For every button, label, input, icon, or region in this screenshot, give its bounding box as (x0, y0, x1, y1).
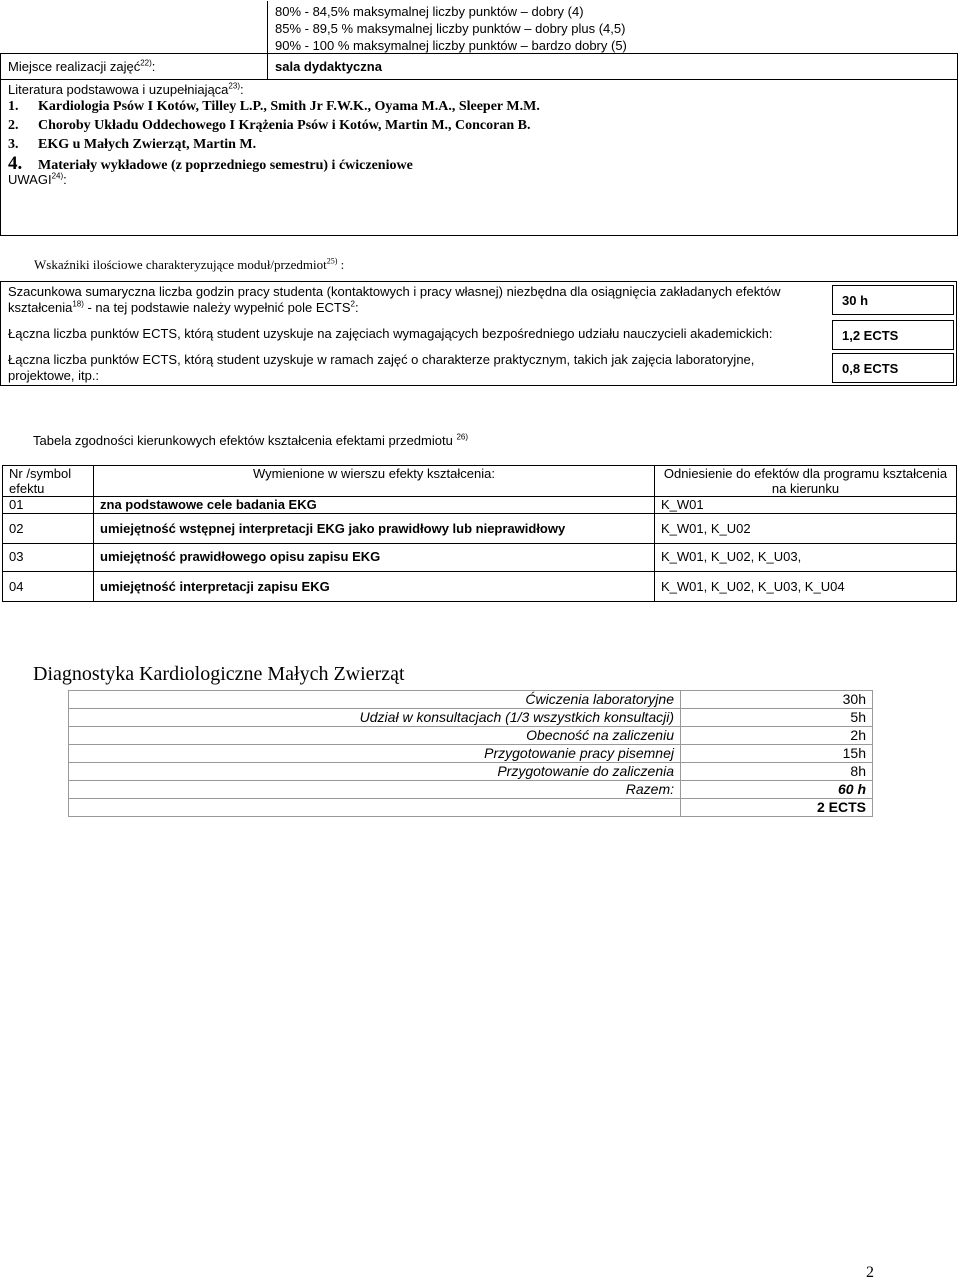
effect-ref: K_W01, K_U02 (655, 514, 957, 544)
table-row (3, 514, 957, 544)
place-value: sala dydaktyczna (275, 59, 382, 74)
indicators-table (0, 281, 957, 386)
notes-label: UWAGI$^{24)}$: (8, 171, 67, 187)
header-cell: Odniesienie do efektów dla programu kształcenia na kierunku (655, 466, 957, 497)
hours-value: 30h (681, 691, 873, 709)
effect-ref: K_W01 (655, 497, 957, 514)
effect-nr: 01 (3, 497, 94, 514)
header-cell: Nr /symbol efektu (3, 466, 94, 497)
column-divider (267, 1, 268, 79)
grading-line: 90% - 100 % maksymalnej liczby punktów – bardzo dobry (5) (275, 38, 627, 53)
hours-label: Przygotowanie do zaliczenia (69, 763, 681, 781)
literature-item: 1. Kardiologia Psów I Kotów, Tilley L.P., Smith Jr F.W.K., Oyama M.A., Sleeper M.M. (8, 99, 540, 114)
table-row (3, 544, 957, 572)
effect-text: zna podstawowe cele badania EKG (94, 497, 655, 514)
literature-item: 3. EKG u Małych Zwierząt, Martin M. (8, 137, 257, 152)
indicator-value: 1,2 ECTS (832, 320, 954, 350)
hours-table (68, 690, 873, 817)
indicators-heading: Wskaźniki ilościowe charakteryzujące moduł/przedmiot$^{25)}$ : (34, 256, 345, 272)
indicator-text: Łączna liczba punktów ECTS, którą student uzyskuje w ramach zajęć o charakterze praktycznym, takich jak zajęcia laboratoryjne, projektowe, itp.: (8, 352, 755, 383)
indicator-text: Szacunkowa sumaryczna liczba godzin pracy studenta (kontaktowych i pracy własnej) niezbędna dla osiągnięcia zakładanych efektów kształcenia$^{18)}$ - na tej podstawie należy wypełnić pole ECTS$^2$: (8, 284, 781, 315)
table-row (69, 799, 873, 817)
table-row (3, 497, 957, 514)
effect-nr: 03 (3, 544, 94, 572)
page-number: 2 (866, 1264, 874, 1281)
place-row (0, 53, 958, 80)
effect-text: umiejętność wstępnej interpretacji EKG jako prawidłowy lub nieprawidłowy (94, 514, 655, 544)
hours-total-label: Razem: (69, 781, 681, 799)
mapping-table (2, 465, 957, 602)
table-row (69, 781, 873, 799)
effect-nr: 02 (3, 514, 94, 544)
effect-nr: 04 (3, 572, 94, 602)
ects-total-value: 2 ECTS (681, 799, 873, 817)
hours-value: 15h (681, 745, 873, 763)
hours-total-value: 60 h (681, 781, 873, 799)
hours-value: 5h (681, 709, 873, 727)
hours-value: 2h (681, 727, 873, 745)
indicator-value: 30 h (832, 285, 954, 315)
notes-section (0, 170, 958, 236)
table-row (69, 763, 873, 781)
table-row (69, 727, 873, 745)
hours-label: Przygotowanie pracy pisemnej (69, 745, 681, 763)
indicator-value: 0,8 ECTS (832, 353, 954, 383)
header-cell: Wymienione w wierszu efekty kształcenia: (94, 466, 655, 497)
literature-section (0, 78, 958, 174)
hours-label (69, 799, 681, 817)
literature-item: 2. Choroby Układu Oddechowego I Krążenia Psów i Kotów, Martin M., Concoran B. (8, 118, 531, 133)
table-row (69, 709, 873, 727)
effect-text: umiejętność interpretacji zapisu EKG (94, 572, 655, 602)
hours-value: 8h (681, 763, 873, 781)
hours-label: Ćwiczenia laboratoryjne (69, 691, 681, 709)
grading-line: 80% - 84,5% maksymalnej liczby punktów – dobry (4) (275, 4, 584, 19)
effect-text: umiejętność prawidłowego opisu zapisu EKG (94, 544, 655, 572)
grading-scale (275, 3, 627, 54)
course-title: Diagnostyka Kardiologiczne Małych Zwierząt (33, 663, 405, 685)
literature-label: Literatura podstawowa i uzupełniająca$^{23)}$: (8, 81, 244, 97)
hours-label: Udział w konsultacjach (1/3 wszystkich konsultacji) (69, 709, 681, 727)
table-header-row (3, 466, 957, 497)
table-row (69, 745, 873, 763)
literature-item: 4. Materiały wykładowe (z poprzedniego semestru) i ćwiczeniowe (8, 153, 413, 174)
table-row (3, 572, 957, 602)
table-row (69, 691, 873, 709)
indicator-text: Łączna liczba punktów ECTS, którą student uzyskuje na zajęciach wymagających bezpośredniego udziału nauczycieli akademickich: (8, 326, 773, 341)
place-label: Miejsce realizacji zajęć$^{22)}$: (8, 58, 156, 74)
hours-label: Obecność na zaliczeniu (69, 727, 681, 745)
mapping-caption: Tabela zgodności kierunkowych efektów kształcenia efektami przedmiotu $^{26)}$ (33, 432, 469, 448)
effect-ref: K_W01, K_U02, K_U03, K_U04 (655, 572, 957, 602)
effect-ref: K_W01, K_U02, K_U03, (655, 544, 957, 572)
grading-line: 85% - 89,5 % maksymalnej liczby punktów – dobry plus (4,5) (275, 21, 626, 36)
